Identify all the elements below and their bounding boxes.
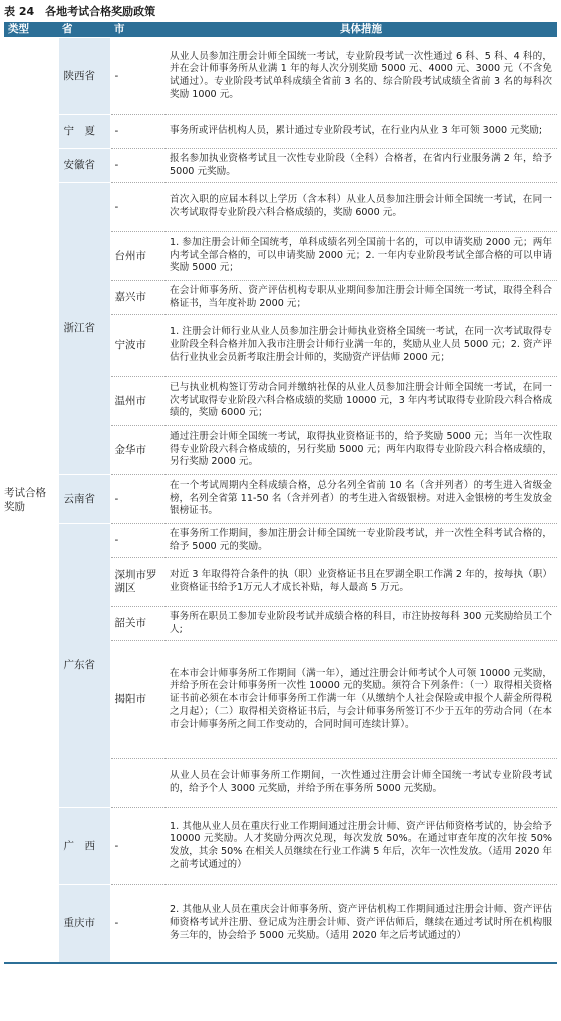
city-cell <box>110 759 165 808</box>
table-row <box>4 524 557 558</box>
city-cell: 韶关市 <box>110 607 165 641</box>
city-cell: 温州市 <box>110 377 165 426</box>
header-province: 省 <box>58 22 110 38</box>
measure-cell: 对近 3 年取得符合条件的执（职）业资格证书且在罗湖全职工作满 2 年的，按每执（职）业资格证书给予1万元人才成长补贴，每人最高 5 万元。 <box>165 558 557 607</box>
measure-cell: 已与执业机构签订劳动合同并缴纳社保的从业人员参加注册会计师全国统一考试，在同一次考试取得专业阶段六科合格成绩的奖励 10000 元，3 年内考试取得专业阶段六科合格成绩的，奖励 6000 元； <box>165 377 557 426</box>
bottom-rule <box>4 962 557 964</box>
incentive-table <box>4 22 557 962</box>
measure-cell: 在事务所工作期间，参加注册会计师全国统一专业阶段考试，并一次性全科考试合格的，给予 5000 元的奖励。 <box>165 524 557 558</box>
measure-cell: 在一个考试周期内全科成绩合格，总分名列全省前 10 名（含并列者）的考生进入省级金榜，名列全省第 11-50 名（含并列者）的考生进入省级银榜。对进入金银榜的考生发放金银榜证书。 <box>165 475 557 524</box>
province-cell: 安徽省 <box>58 149 110 183</box>
city-cell: - <box>110 115 165 149</box>
province-cell: 宁 夏 <box>58 115 110 149</box>
header-row <box>4 22 557 38</box>
city-cell: - <box>110 524 165 558</box>
measure-cell: 1. 注册会计师行业从业人员参加注册会计师执业资格全国统一考试，在同一次考试取得专业阶段全科合格并加入我市注册会计师行业满一年的，奖励从业人员 5000 元；2. 资产评估行业执业会员新考取注册会计师的，奖励资产评估师 2000 元； <box>165 315 557 377</box>
header-city: 市 <box>110 22 165 38</box>
measure-cell: 从业人员在会计师事务所工作期间，一次性通过注册会计师全国统一考试专业阶段考试的，给予个人 3000 元奖励，并给予所在事务所 5000 元奖励。 <box>165 759 557 808</box>
city-cell: 宁波市 <box>110 315 165 377</box>
province-cell: 浙江省 <box>58 183 110 475</box>
header-type: 类型 <box>4 22 58 38</box>
table-row <box>4 149 557 183</box>
table-row <box>4 38 557 115</box>
city-cell: 揭阳市 <box>110 641 165 759</box>
province-cell: 广 西 <box>58 808 110 885</box>
province-cell: 广东省 <box>58 524 110 808</box>
type-cell: 考试合格奖励 <box>4 486 46 513</box>
city-cell: 嘉兴市 <box>110 281 165 315</box>
province-cell: 陕西省 <box>58 38 110 115</box>
table-row <box>4 115 557 149</box>
city-cell: - <box>110 475 165 524</box>
table-title: 表 24 各地考试合格奖励政策 <box>4 5 156 18</box>
table-row <box>4 808 557 885</box>
city-cell: - <box>110 149 165 183</box>
measure-cell: 事务所在职员工参加专业阶段考试并成绩合格的科目，市注协按每科 300 元奖励给员工个人; <box>165 607 557 641</box>
city-cell: - <box>110 38 165 115</box>
measure-cell: 通过注册会计师全国统一考试，取得执业资格证书的，给予奖励 5000 元；当年一次性取得专业阶段六科合格成绩的，另行奖励 5000 元；两年内取得专业阶段六科合格成绩的，另行奖励 2000 元。 <box>165 426 557 475</box>
city-cell: 台州市 <box>110 232 165 281</box>
city-cell: - <box>110 183 165 232</box>
header-measures: 具体措施 <box>165 22 557 38</box>
measure-cell: 1. 其他从业人员在重庆行业工作期间通过注册会计师、资产评估师资格考试的，协会给予 10000 元奖励。人才奖励分两次兑现，每次发放 50%。在通过审查年度的次年按 50% 发放，其余 50% 在相关人员继续在行业工作满 5 年后，次年一次性发放。（适用 2020 年之前考试通过的） <box>165 808 557 885</box>
measure-cell: 报名参加执业资格考试且一次性专业阶段（全科）合格者，在省内行业服务满 2 年，给予 5000 元奖励。 <box>165 149 557 183</box>
measure-cell: 在本市会计师事务所工作期间（满一年），通过注册会计师考试个人可领 10000 元奖励，并给予所在会计师事务所一次性 10000 元的奖励。须符合下列条件：（一）取得相关资格证书前必须在本市会计师事务所工作满一年（从缴纳个人社会保险或申报个人薪金所得税之月起）；（二）取得相关资格证书后，与会计师事务所签订不少于五年的劳动合同（在本市会计师事务所之间工作变动的，合同时间可连续计算）。 <box>165 641 557 759</box>
city-cell: - <box>114 916 119 929</box>
province-cell: 重庆市 <box>58 885 110 962</box>
measure-cell: 事务所或评估机构人员，累计通过专业阶段考试，在行业内从业 3 年可领 3000 元奖励; <box>165 115 557 149</box>
measure-cell: 1. 参加注册会计师全国统考，单科成绩名列全国前十名的，可以申请奖励 2000 元；两年内考试全部合格的，可以申请奖励 2000 元；2. 一年内专业阶段考试全部合格的可以申请奖励 5000 元； <box>165 232 557 281</box>
city-cell: - <box>110 808 165 885</box>
measure-cell: 从业人员参加注册会计师全国统一考试，专业阶段考试一次性通过 6 科、5 科、4 科的，并在会计师事务所从业满 1 年的每人次分别奖励 5000 元、4000 元、3000 元（不含免试通过）。专业阶段考试单科成绩全省前 3 名的、综合阶段考试成绩全省前 3 名的每科次奖励 1000 元。 <box>165 38 557 115</box>
measure-cell: 首次入职的应届本科以上学历（含本科）从业人员参加注册会计师全国统一考试，在同一次考试取得专业阶段六科合格成绩的，奖励 6000 元。 <box>165 183 557 232</box>
city-cell: 金华市 <box>110 426 165 475</box>
table-row <box>4 885 557 962</box>
measure-cell: 在会计师事务所、资产评估机构专职从业期间参加注册会计师全国统一考试，取得全科合格证书，当年度补助 2000 元； <box>165 281 557 315</box>
measure-cell: 2. 其他从业人员在重庆会计师事务所、资产评估机构工作期间通过注册会计师、资产评估师资格考试并注册、登记成为注册会计师、资产评估师后，继续在通过考试时所在机构服务三年的，协会给予 5000 元奖励。（适用 2020 年之后考试通过的） <box>170 904 552 941</box>
table-row <box>4 475 557 524</box>
table-row <box>4 183 557 232</box>
province-cell: 云南省 <box>58 475 110 524</box>
city-cell: 深圳市罗湖区 <box>110 558 165 607</box>
